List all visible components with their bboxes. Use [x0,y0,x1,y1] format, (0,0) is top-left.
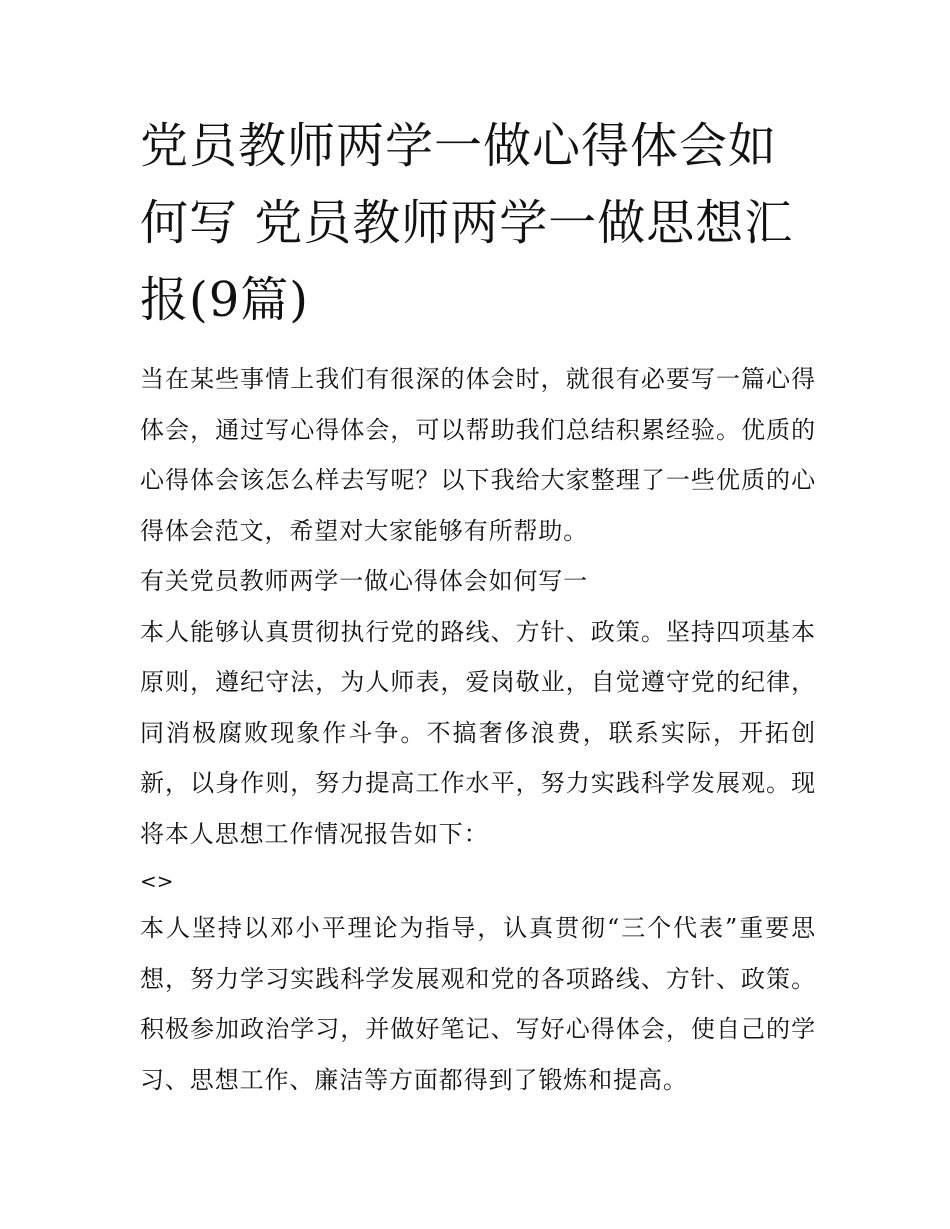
placeholder-marker: <> [140,869,174,893]
body-paragraph: 本人能够认真贯彻执行党的路线、方针、政策。坚持四项基本原则，遵纪守法，为人师表，爱岗敬业，自觉遵守党的纪律，同消极腐败现象作斗争。不搞奢侈浪费，联系实际，开拓创新，以身作则，努力提高工作水平，努力实践科学发展观。现将本人思想工作情况报告如下： [140,617,816,848]
intro-paragraph: 当在某些事情上我们有很深的体会时，就很有必要写一篇心得体会，通过写心得体会，可以帮助我们总结积累经验。优质的心得体会该怎么样去写呢？以下我给大家整理了一些优质的心得体会范文，希望对大家能够有所帮助。 [140,365,816,545]
section-heading: 有关党员教师两学一做心得体会如何写一 [140,567,589,595]
document-title: 党员教师两学一做心得体会如何写 党员教师两学一做思想汇报(9篇) [140,118,794,328]
document-body [140,354,816,1105]
body-paragraph: 本人坚持以邓小平理论为指导，认真贯彻“三个代表”重要思想，努力学习实践科学发展观和党的各项路线、方针、政策。积极参加政治学习，并做好笔记、写好心得体会，使自己的学习、思想工作、廉洁等方面都得到了锻炼和提高。 [140,914,816,1094]
